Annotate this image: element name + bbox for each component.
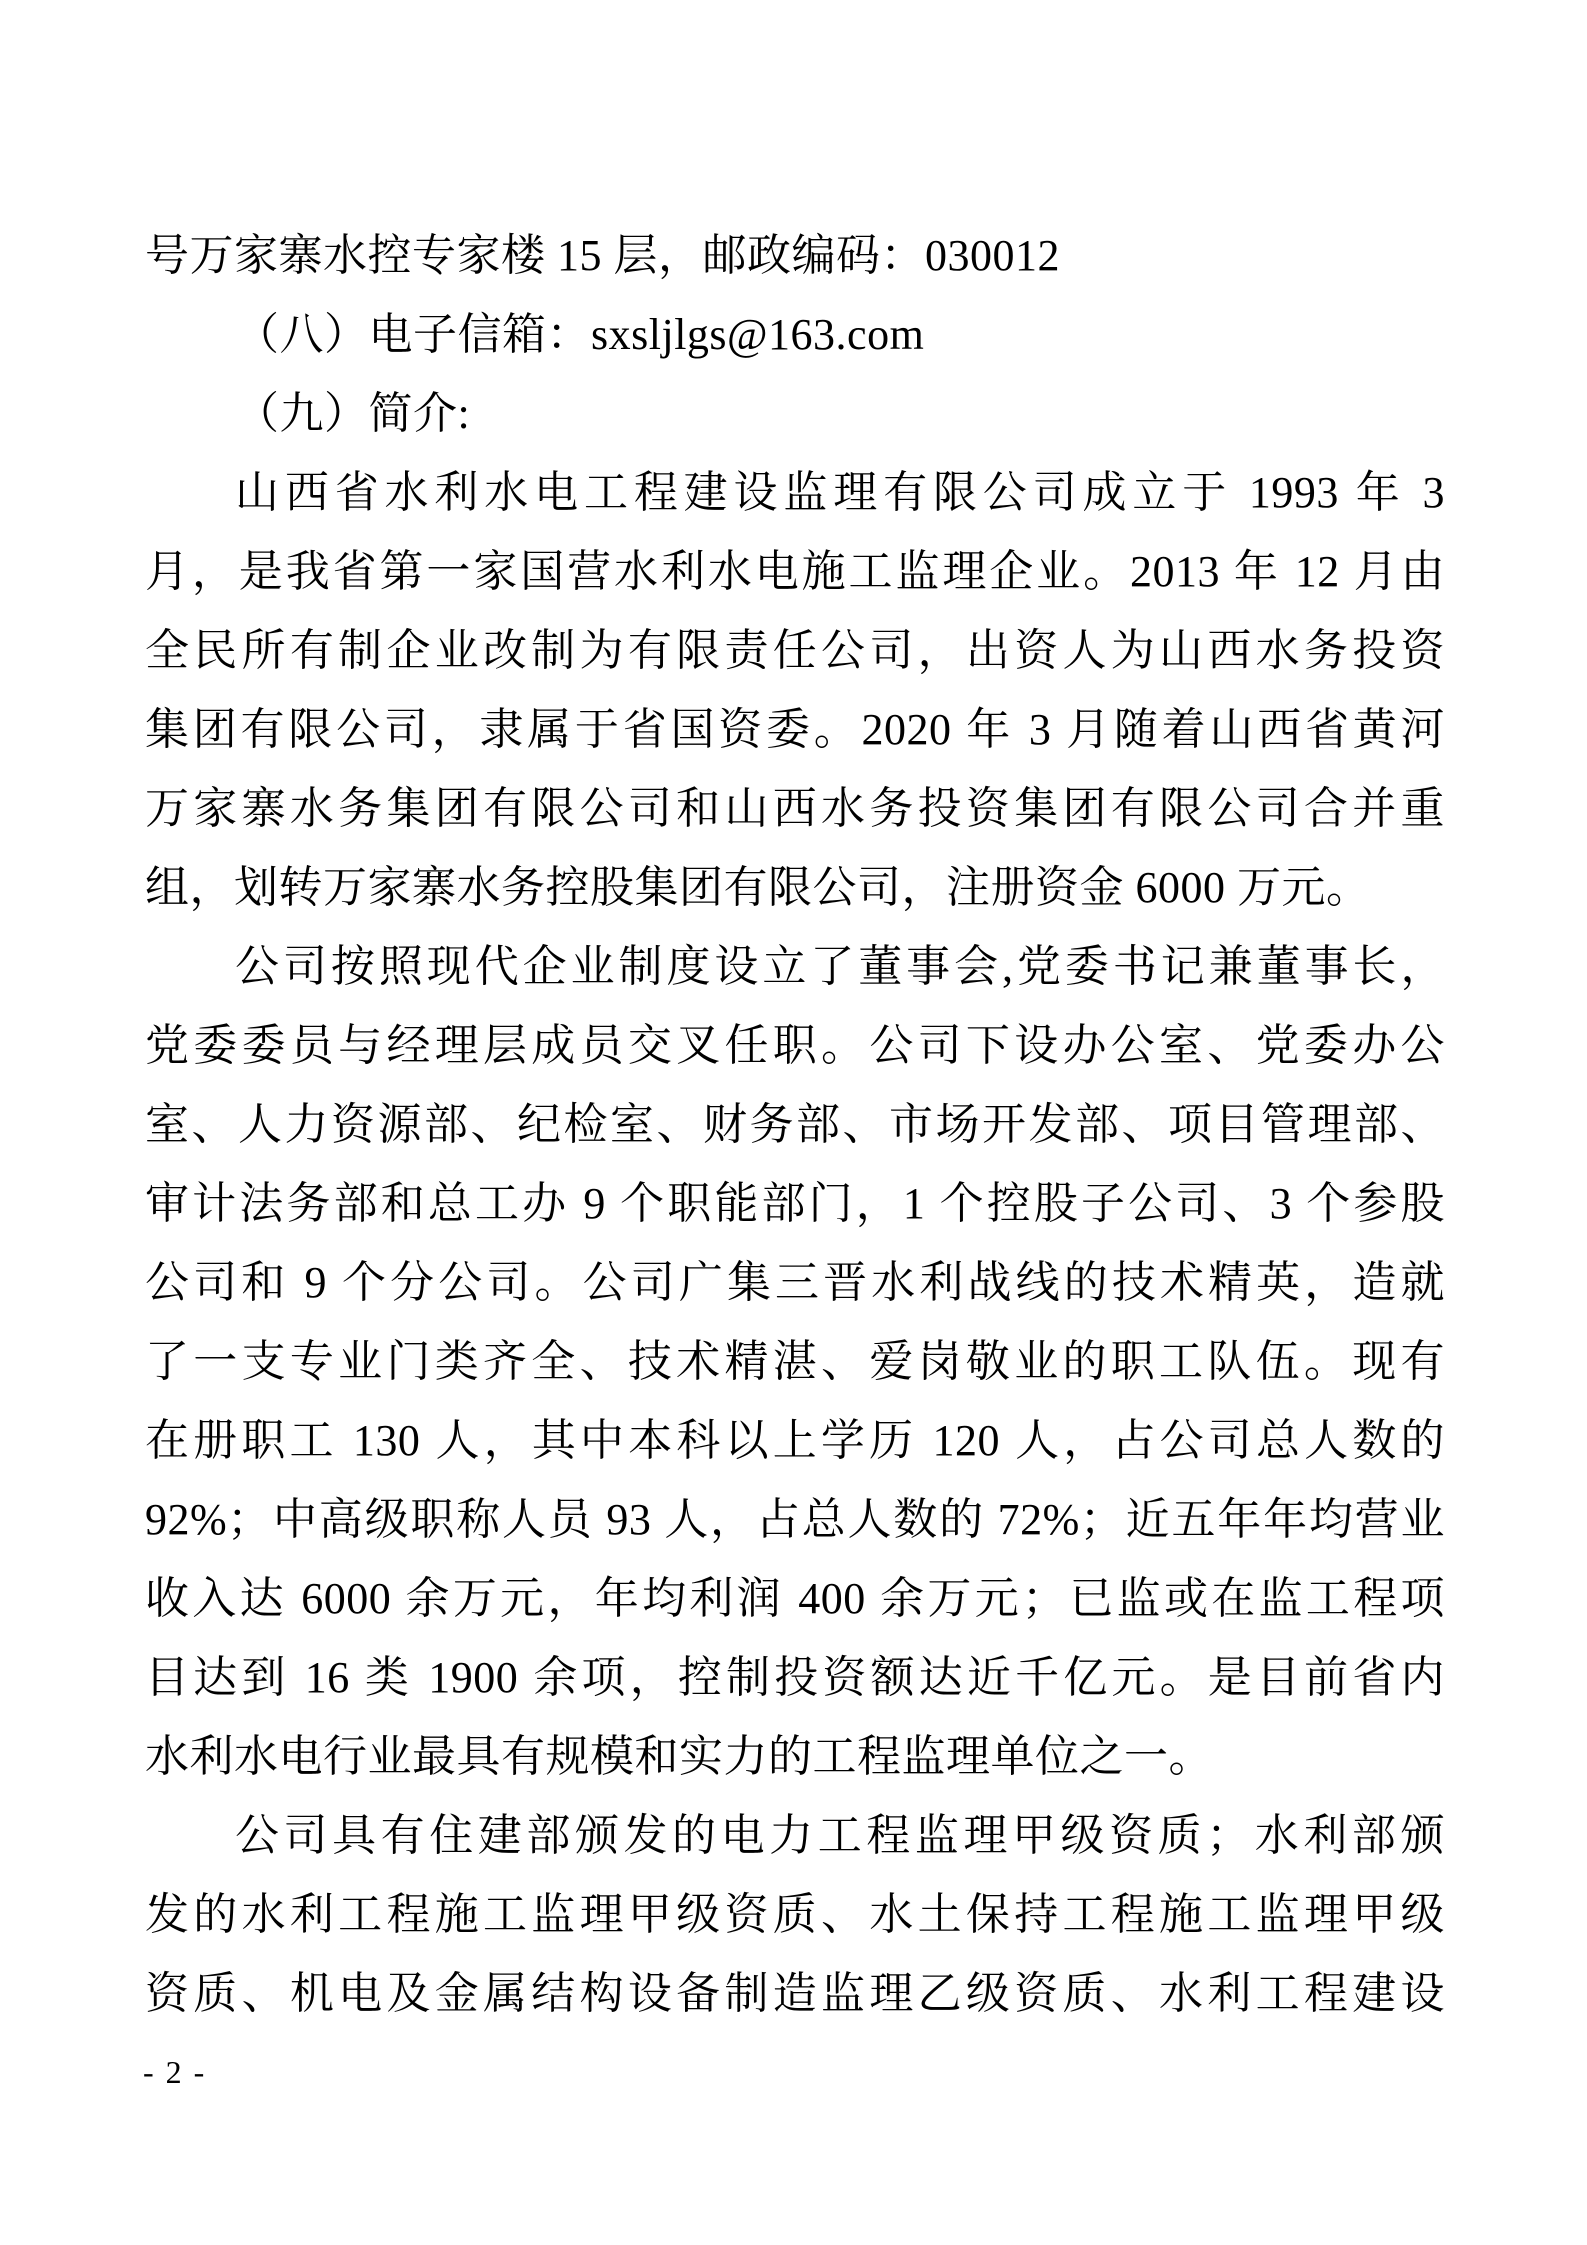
text-line: 月，是我省第一家国营水利水电施工监理企业。2013 年 12 月由: [145, 547, 1445, 596]
text-line: 公司和 9 个分公司。公司广集三晋水利战线的技术精英，造就: [145, 1258, 1445, 1307]
page-number: - 2 -: [143, 2054, 207, 2090]
text-line: （八）电子信箱：sxsljlgs@163.com: [235, 310, 925, 359]
text-line: 党委委员与经理层成员交叉任职。公司下设办公室、党委办公: [145, 1021, 1445, 1070]
text-line: 公司具有住建部颁发的电力工程监理甲级资质；水利部颁: [235, 1811, 1445, 1860]
text-line: 全民所有制企业改制为有限责任公司，出资人为山西水务投资: [145, 626, 1445, 675]
text-line: 室、人力资源部、纪检室、财务部、市场开发部、项目管理部、: [145, 1100, 1445, 1149]
text-line: （九）简介:: [235, 389, 471, 438]
text-line: 集团有限公司，隶属于省国资委。2020 年 3 月随着山西省黄河: [145, 705, 1445, 754]
text-line: 万家寨水务集团有限公司和山西水务投资集团有限公司合并重: [145, 784, 1445, 833]
text-line: 收入达 6000 余万元，年均利润 400 余万元；已监或在监工程项: [145, 1574, 1445, 1623]
text-line: 发的水利工程施工监理甲级资质、水土保持工程施工监理甲级: [145, 1890, 1445, 1939]
text-line: 92%；中高级职称人员 93 人，占总人数的 72%；近五年年均营业: [145, 1495, 1445, 1544]
text-line: 组，划转万家寨水务控股集团有限公司，注册资金 6000 万元。: [145, 863, 1371, 912]
text-line: 了一支专业门类齐全、技术精湛、爱岗敬业的职工队伍。现有: [145, 1337, 1445, 1386]
text-line: 审计法务部和总工办 9 个职能部门，1 个控股子公司、3 个参股: [145, 1179, 1445, 1228]
text-line: 公司按照现代企业制度设立了董事会,党委书记兼董事长，: [235, 942, 1445, 991]
text-line: 资质、机电及金属结构设备制造监理乙级资质、水利工程建设: [145, 1969, 1445, 2018]
text-line: 山西省水利水电工程建设监理有限公司成立于 1993 年 3: [235, 468, 1445, 517]
text-line: 在册职工 130 人，其中本科以上学历 120 人，占公司总人数的: [145, 1416, 1445, 1465]
text-line: 号万家寨水控专家楼 15 层，邮政编码：030012: [145, 231, 1060, 280]
document-body: [145, 216, 1445, 2033]
text-line: 目达到 16 类 1900 余项，控制投资额达近千亿元。是目前省内: [145, 1653, 1445, 1702]
text-line: 水利水电行业最具有规模和实力的工程监理单位之一。: [145, 1732, 1213, 1781]
